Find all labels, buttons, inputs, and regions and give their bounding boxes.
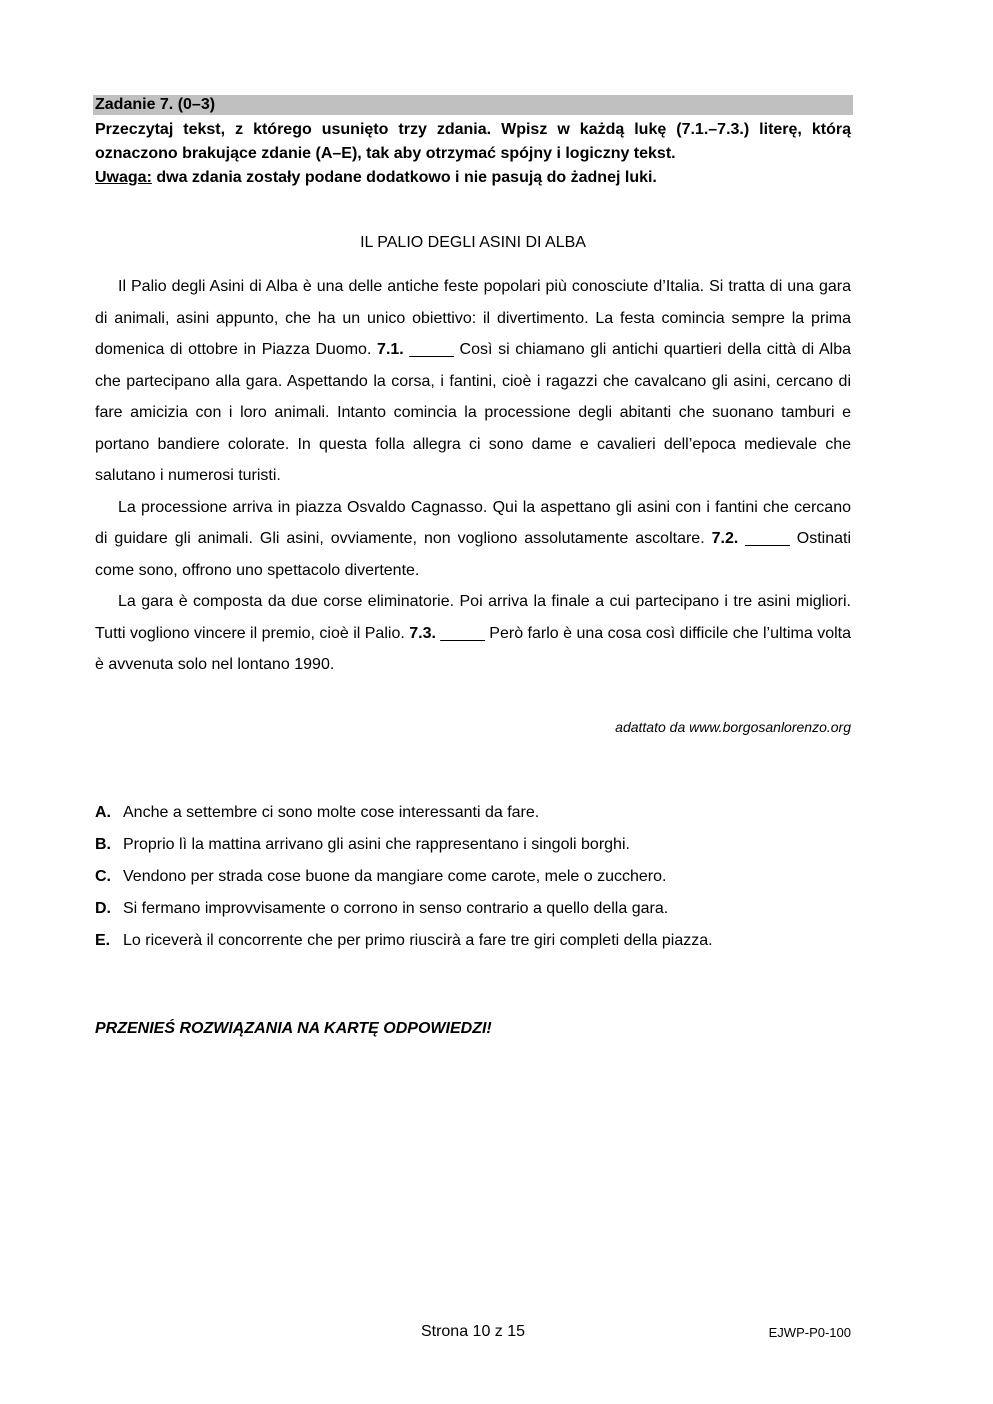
task-instructions (95, 118, 851, 190)
option-letter: D. (95, 900, 111, 917)
paragraph-text: La gara è composta da due corse eliminatorie. Poi arriva la finale a cui partecipano i tre asini migliori. Tutti vogliono vincere il premio, cioè il Palio. (95, 593, 851, 642)
page-number: Strona 10 z 15 (420, 1323, 526, 1340)
option-letter: A. (95, 804, 111, 821)
note-text: dwa zdania zostały podane dodatkowo i nie pasują do żadnej luki. (151, 169, 657, 186)
option-text: Anche a settembre ci sono molte cose interessanti da fare. (123, 804, 540, 821)
paragraph-text: _____ Però farlo è una cosa così difficile che l’ultima volta è avvenuta solo nel lontano 1990. (95, 624, 851, 673)
article-paragraph-1 (95, 271, 851, 492)
gap-7-1-label: 7.1. (377, 341, 404, 358)
gap-7-2-label: 7.2. (711, 530, 739, 547)
paragraph-text: _____ Così si chiamano gli antichi quartieri della città di Alba che partecipano alla gara. Aspettando la corsa, i fantini, cioè i ragazzi che cavalcano gli asini, cercano di fare amicizia con i loro animali. Intanto comincia la processione degli abitanti che suonano tamburi e portano bandiere colorate. In questa folla allegra ci sono dame e cavalieri dell’epoca medievale che salutano i numerosi turisti. (95, 341, 852, 484)
option-text: Vendono per strada cose buone da mangiare come carote, mele o zucchero. (123, 868, 667, 885)
paragraph-text: _____ Ostinati come sono, offrono uno spettacolo divertente. (95, 530, 852, 579)
note-label: Uwaga: (95, 169, 152, 186)
paragraph-text: La processione arriva in piazza Osvaldo Cagnasso. Qui la aspettano gli asini con i fantini che cercano di guidare gli animali. Gli asini, ovviamente, non vogliono assolutamente ascoltare. (95, 498, 851, 547)
task-header: Zadanie 7. (0–3) (93, 95, 853, 115)
answer-options (95, 797, 851, 957)
paragraph-text: Il Palio degli Asini di Alba è una delle antiche feste popolari più conosciute d’Italia. Si tratta di una gara di animali, asini appunto, che ha un unico obiettivo: il divertimento. La festa comincia sempre la prima domenica di ottobre in Piazza Duomo. (95, 278, 851, 358)
article-body (95, 271, 851, 681)
instruction-main: Przeczytaj tekst, z którego usunięto trzy zdania. Wpisz w każdą lukę (7.1.–7.3.) literę, którą oznaczono brakujące zdanie (A–E), tak aby otrzymać spójny i logiczny tekst. (95, 121, 851, 162)
option-d (95, 893, 851, 925)
document-code: EJWP-P0-100 (768, 1325, 851, 1340)
option-letter: C. (95, 868, 111, 885)
option-a (95, 797, 851, 829)
option-letter: E. (95, 932, 111, 949)
option-letter: B. (95, 836, 111, 853)
option-text: Lo riceverà il concorrente che per primo riuscirà a fare tre giri completi della piazza. (123, 932, 713, 949)
option-b (95, 829, 851, 861)
article-title: IL PALIO DEGLI ASINI DI ALBA (360, 234, 586, 251)
transfer-note: PRZENIEŚ ROZWIĄZANIA NA KARTĘ ODPOWIEDZI! (95, 1020, 492, 1037)
article-source: adattato da www.borgosanlorenzo.org (615, 719, 851, 735)
option-e (95, 925, 851, 957)
option-c (95, 861, 851, 893)
article-paragraph-2 (95, 492, 851, 587)
option-text: Si fermano improvvisamente o corrono in senso contrario a quello della gara. (123, 900, 669, 917)
gap-7-3-label: 7.3. (409, 624, 436, 642)
option-text: Proprio lì la mattina arrivano gli asini che rappresentano i singoli borghi. (123, 836, 630, 853)
instruction-note (95, 166, 851, 190)
article-paragraph-3 (95, 586, 851, 681)
